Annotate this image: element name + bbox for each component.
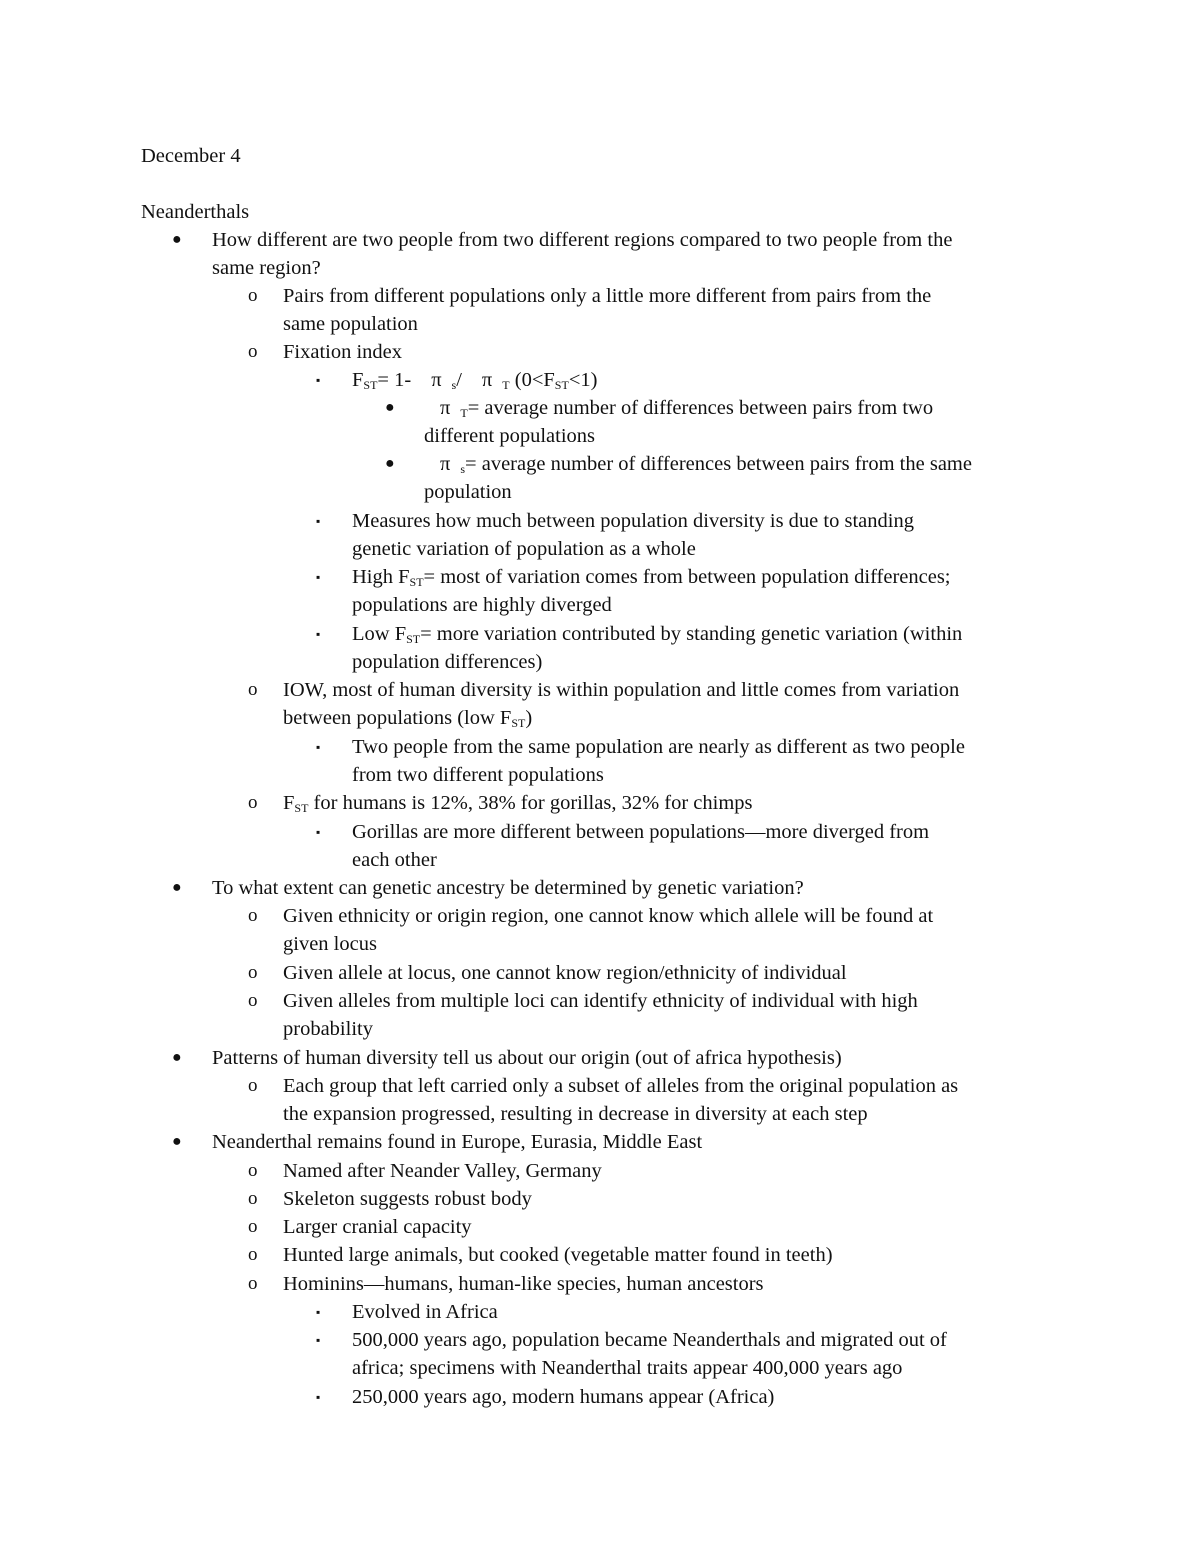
bullet-text: africa; specimens with Neanderthal traits appear 400,000 years ago [352,1357,903,1379]
square-bullet: ▪ [316,1390,321,1404]
square-bullet: ▪ [316,514,321,528]
bullet-text: populations are highly diverged [352,594,612,616]
bullet-text: π $_s$= average number of differences between pairs from the same [440,453,972,476]
bullet-text: Named after Neander Valley, Germany [283,1160,602,1182]
bullet-text: Two people from the same population are nearly as different as two people [352,736,965,758]
bullet-text: Given allele at locus, one cannot know region/ethnicity of individual [283,962,847,984]
date-heading: December 4 [141,145,241,167]
bullet-text: the expansion progressed, resulting in decrease in diversity at each step [283,1103,868,1125]
disc-bullet: ● [172,879,182,896]
bullet-text: different populations [424,425,595,447]
bullet-text: from two different populations [352,764,604,786]
circle-bullet: o [248,1160,258,1181]
square-bullet: ▪ [316,627,321,641]
disc-bullet: ● [172,1133,182,1150]
square-bullet: ▪ [316,373,321,387]
fst-formula: $F_{ST}= 1-$ π $_s$/ π $_T$ $(0<F_{ST}<1)$ [352,369,598,392]
bullet-text: Hunted large animals, but cooked (vegetable matter found in teeth) [283,1244,833,1266]
square-bullet: ▪ [316,740,321,754]
bullet-text: Hominins—humans, human-like species, human ancestors [283,1273,764,1295]
bullet-text: 250,000 years ago, modern humans appear (Africa) [352,1386,775,1408]
bullet-text: π $_T$= average number of differences between pairs from two [440,397,934,420]
bullet-text: High $F_{ST}=$ most of variation comes from between population differences; [352,566,951,589]
bullet-text: IOW, most of human diversity is within population and little comes from variation [283,679,960,701]
circle-bullet: o [248,1216,258,1237]
circle-bullet: o [248,905,258,926]
bullet-text: genetic variation of population as a whole [352,538,696,560]
bullet-text: same region? [212,257,321,279]
bullet-text: Skeleton suggests robust body [283,1188,532,1210]
bullet-text: Fixation index [283,341,403,363]
bullet-text: same population [283,313,418,335]
section-title: Neanderthals [141,201,250,223]
bullet-text: Evolved in Africa [352,1301,498,1323]
bullet-text: Given ethnicity or origin region, one cannot know which allele will be found at [283,905,934,927]
circle-bullet: o [248,962,258,983]
disc-bullet: ● [172,1049,182,1066]
disc-bullet: ● [172,231,182,248]
bullet-text: each other [352,849,437,871]
circle-bullet: o [248,792,258,813]
circle-bullet: o [248,679,258,700]
circle-bullet: o [248,341,258,362]
circle-bullet: o [248,1244,258,1265]
square-bullet: ▪ [316,1333,321,1347]
bullet-text: between populations (low $F_{ST}$) [283,707,533,730]
bullet-text: given locus [283,933,377,955]
square-bullet: ▪ [316,825,321,839]
bullet-text: Gorillas are more different between populations—more diverged from [352,821,930,843]
bullet-text: population [424,481,512,503]
bullet-text: probability [283,1018,373,1040]
bullet-text: 500,000 years ago, population became Neanderthals and migrated out of [352,1329,947,1351]
bullet-text: Each group that left carried only a subset of alleles from the original population as [283,1075,959,1097]
bullet-text: Patterns of human diversity tell us about our origin (out of africa hypothesis) [212,1047,842,1069]
bullet-text: Larger cranial capacity [283,1216,472,1238]
bullet-text: $F_{ST}$ for humans is 12%, 38% for gorillas, 32% for chimps [283,792,753,815]
circle-bullet: o [248,285,258,306]
circle-bullet: o [248,1188,258,1209]
bullet-text: Pairs from different populations only a little more different from pairs from the [283,285,932,307]
square-bullet: ▪ [316,570,321,584]
bullet-text: Measures how much between population diversity is due to standing [352,510,914,532]
bullet-text: Neanderthal remains found in Europe, Eurasia, Middle East [212,1131,703,1153]
disc-bullet: ● [385,399,395,416]
circle-bullet: o [248,1075,258,1096]
circle-bullet: o [248,990,258,1011]
bullet-text: How different are two people from two different regions compared to two people from the [212,229,953,251]
disc-bullet: ● [385,455,395,472]
bullet-text: Low $F_{ST}=$ more variation contributed by standing genetic variation (within [352,623,963,646]
square-bullet: ▪ [316,1305,321,1319]
circle-bullet: o [248,1273,258,1294]
bullet-text: Given alleles from multiple loci can identify ethnicity of individual with high [283,990,918,1012]
bullet-text: population differences) [352,651,543,673]
bullet-text: To what extent can genetic ancestry be determined by genetic variation? [212,877,804,899]
